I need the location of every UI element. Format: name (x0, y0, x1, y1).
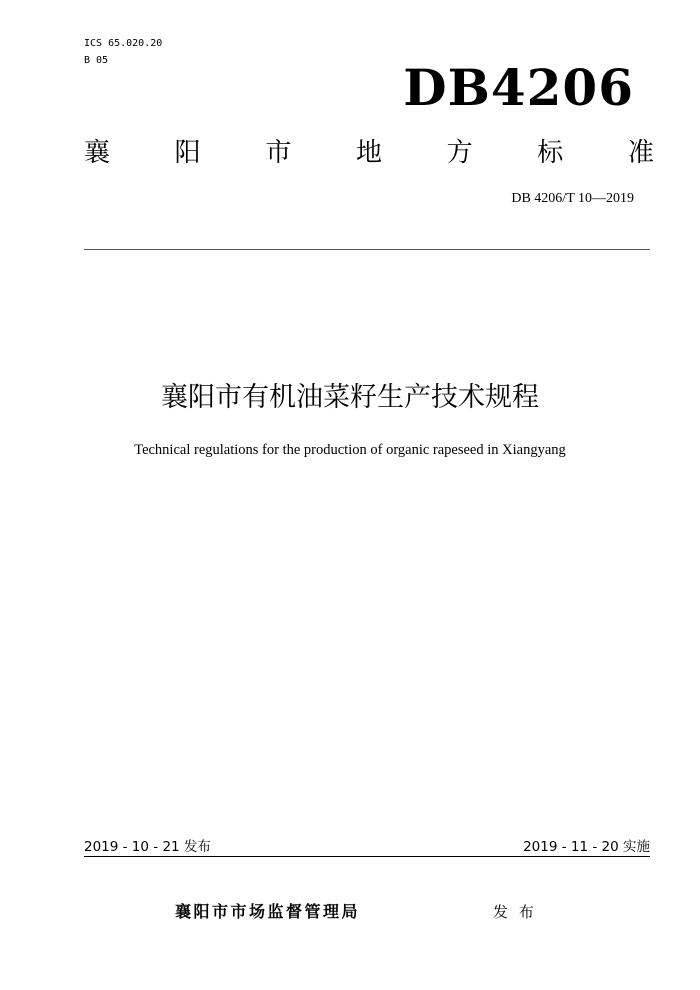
bottom-divider (84, 856, 650, 857)
db-code-logo: DB4206 (403, 58, 634, 117)
standard-type-heading (84, 136, 654, 170)
issuing-authority: 襄阳市市场监督管理局 (175, 902, 361, 921)
standard-type-char: 标 (537, 138, 564, 168)
standard-type-char: 市 (265, 138, 292, 168)
classification-code: B 05 (84, 55, 109, 66)
document-title-zh: 襄阳市有机油菜籽生产技术规程 (161, 382, 539, 413)
issue-date: 2019 - 10 - 21 发布 (84, 839, 211, 855)
top-divider (84, 249, 650, 250)
publish-label: 发 布 (493, 903, 537, 921)
standard-type-char: 地 (355, 138, 382, 168)
ics-code: ICS 65.020.20 (84, 38, 163, 49)
document-title-en: Technical regulations for the production of organic rapeseed in Xiangyang (134, 442, 566, 458)
implementation-date: 2019 - 11 - 20 实施 (523, 839, 650, 855)
standard-type-char: 襄 (84, 138, 111, 168)
standard-type-char: 阳 (174, 138, 201, 168)
standard-type-char: 方 (446, 138, 473, 168)
standard-number: DB 4206/T 10—2019 (511, 191, 634, 206)
standard-type-char: 准 (627, 138, 654, 168)
